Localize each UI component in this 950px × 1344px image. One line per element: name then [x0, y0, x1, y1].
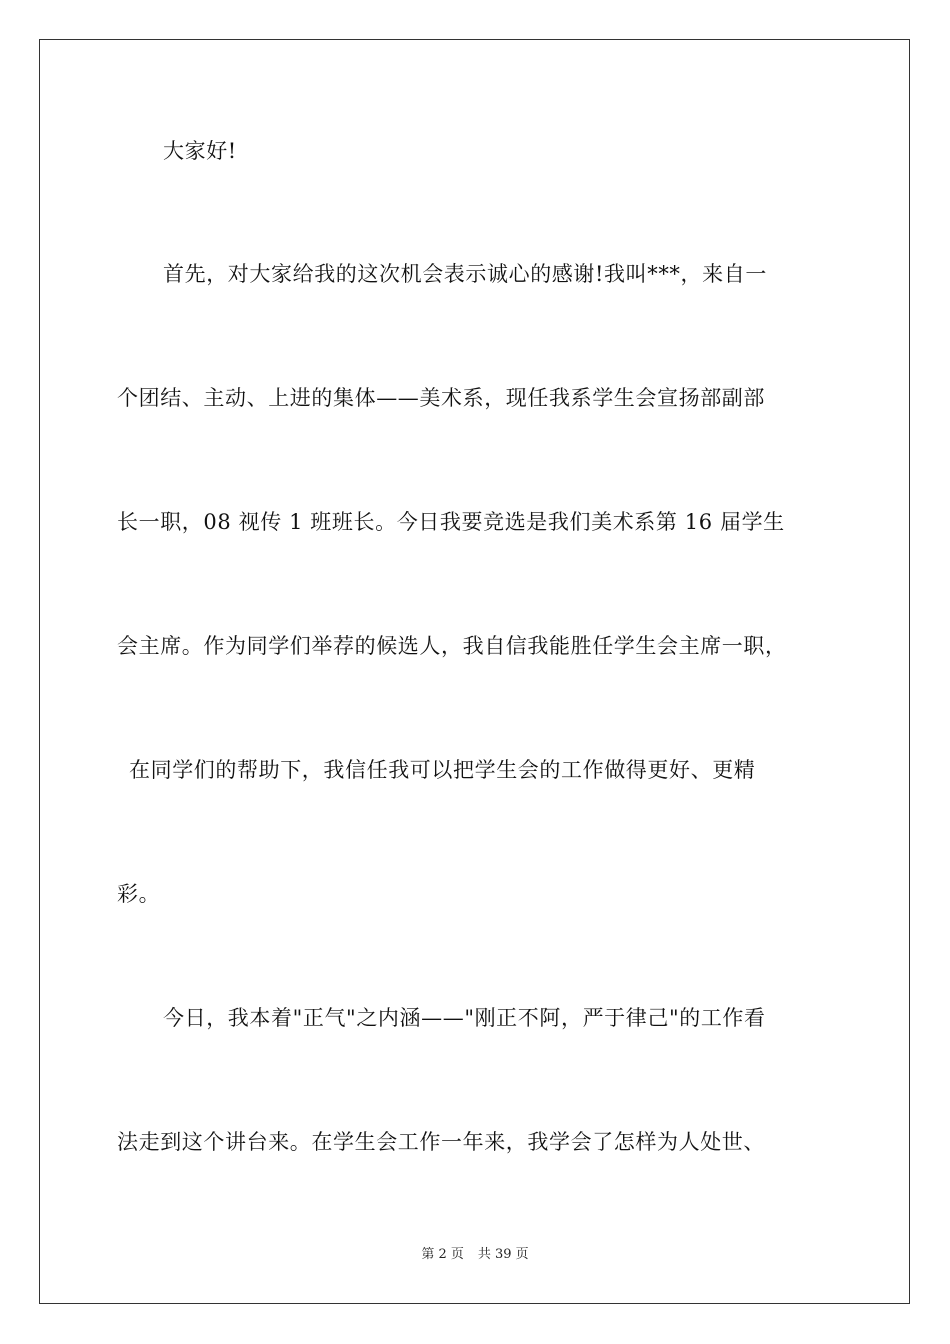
- text-line-6: 彩。: [117, 882, 161, 906]
- text-line-8: 法走到这个讲台来。在学生会工作一年来，我学会了怎样为人处世、: [117, 1130, 765, 1154]
- page-total: 共 39 页: [477, 1247, 529, 1262]
- text-line-5: 在同学们的帮助下，我信任我可以把学生会的工作做得更好、更精: [129, 758, 756, 782]
- page-number: 第 2 页: [421, 1247, 464, 1262]
- text-line-3: 长一职，08 视传 1 班班长。今日我要竞选是我们美术系第 16 届学生: [117, 510, 785, 534]
- page-footer: [0, 1246, 950, 1264]
- text-line-4: 会主席。作为同学们举荐的候选人，我自信我能胜任学生会主席一职，: [117, 634, 787, 658]
- greeting-line: 大家好!: [163, 139, 237, 163]
- text-line-2: 个团结、主动、上进的集体——美术系，现任我系学生会宣扬部副部: [117, 386, 765, 410]
- text-line-7: 今日，我本着"正气"之内涵——"刚正不阿，严于律己"的工作看: [163, 1006, 766, 1030]
- page-frame: [39, 39, 910, 1304]
- text-line-1: 首先，对大家给我的这次机会表示诚心的感谢!我叫***，来自一: [163, 262, 767, 286]
